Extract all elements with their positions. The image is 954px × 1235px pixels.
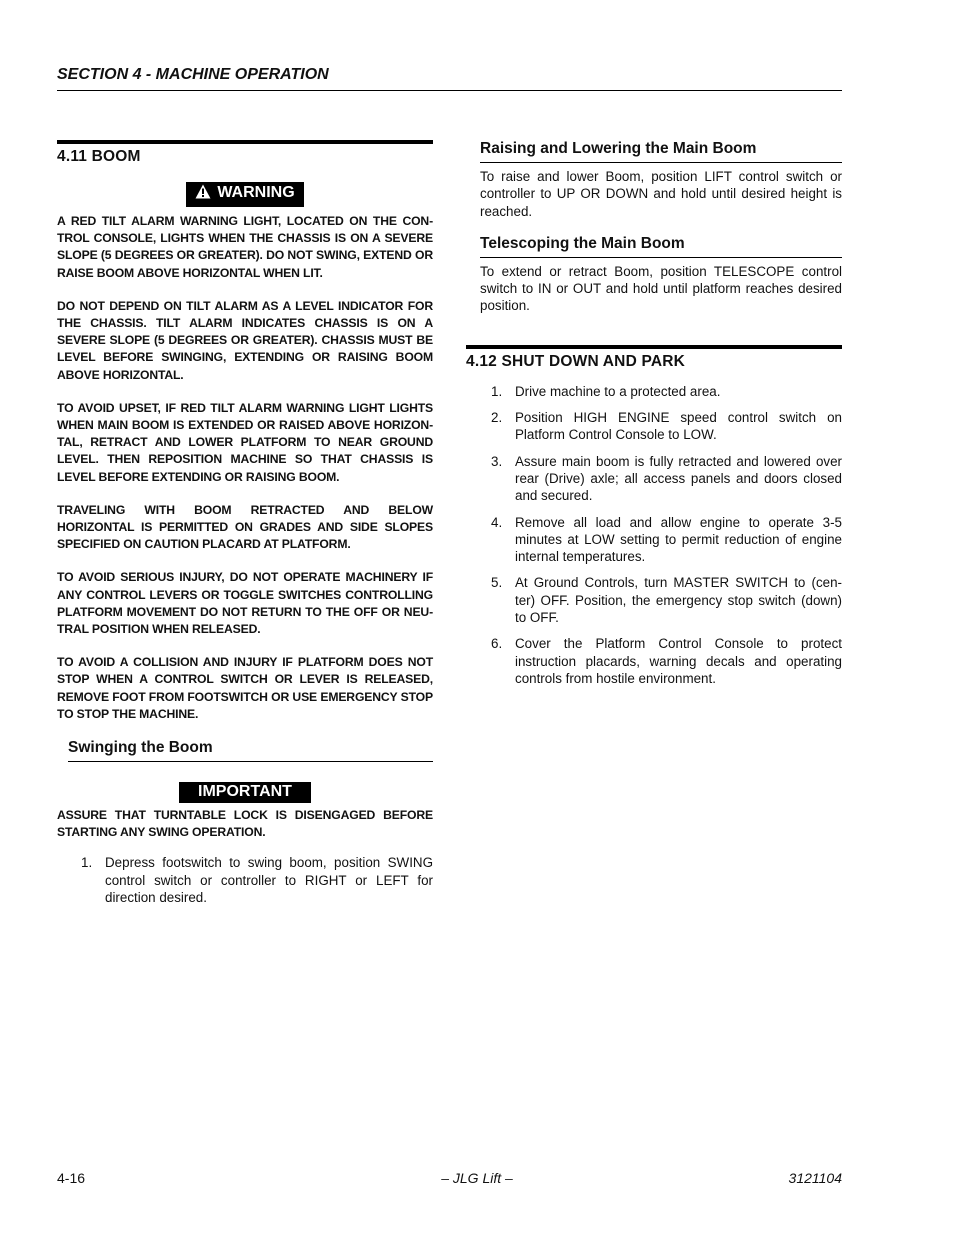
section-rule [57, 140, 433, 144]
tele-heading: Telescoping the Main Boom [480, 235, 842, 258]
step-number: 2. [491, 410, 503, 426]
footer-brand: – JLG Lift – [441, 1170, 513, 1186]
right-column [466, 140, 842, 687]
step-text: Remove all load and allow engine to operate 3-5 minutes at LOW setting to permit reduction of engine internal temperatures. [515, 514, 842, 565]
doc-number: 3121104 [788, 1170, 842, 1186]
header-divider [57, 90, 842, 91]
step-text: Assure main boom is fully retracted and lowered over rear (Drive) axle; all access panels and doors closed and secured. [515, 453, 842, 504]
important-callout: IMPORTANT [179, 782, 311, 803]
warning-paragraph: A RED TILT ALARM WARNING LIGHT, LOCATED ON THE CON-TROL CONSOLE, LIGHTS WHEN THE CHASSIS IS ON A SEVERE SLOPE (5 DEGREES OR GREATER). DO NOT SWING, EXTEND OR RAISE BOOM ABOVE HORIZONTAL WHEN LIT. [57, 214, 433, 280]
step-number: 4. [491, 514, 503, 530]
warning-callout [186, 182, 303, 207]
step-number: 5. [491, 575, 503, 591]
step-text: Depress footswitch to swing boom, position SWING control switch or controller to RIGHT or LEFT for direction desired. [105, 855, 433, 906]
warning-paragraph: TRAVELING WITH BOOM RETRACTED AND BELOW HORIZONTAL IS PERMITTED ON GRADES AND SIDE SLOPES SPECIFIED ON CAUTION PLACARD AT PLATFORM. [57, 502, 433, 552]
swing-heading: Swinging the Boom [68, 739, 433, 762]
section-title-boom: 4.11 BOOM [57, 148, 141, 165]
step-text: Drive machine to a protected area. [515, 383, 721, 399]
step-item [480, 453, 842, 505]
warning-paragraph: TO AVOID A COLLISION AND INJURY IF PLATFORM DOES NOT STOP WHEN A CONTROL SWITCH OR LEVER IS RELEASED, REMOVE FOOT FROM FOOTSWITCH OR USE EMERGENCY STOP TO STOP THE MACHINE. [57, 655, 433, 721]
step-number: 1. [491, 383, 503, 399]
step-number: 6. [491, 636, 503, 652]
shutdown-steps-list [480, 383, 842, 687]
warning-triangle-icon [195, 184, 211, 205]
step-text: At Ground Controls, turn MASTER SWITCH to (cen-ter) OFF. Position, the emergency stop switch (down) to OFF. [515, 575, 842, 626]
left-column [57, 140, 433, 906]
page-number: 4-16 [57, 1170, 86, 1186]
important-callout-wrap [57, 782, 433, 803]
section-header: SECTION 4 - MACHINE OPERATION [57, 66, 329, 83]
important-text: ASSURE THAT TURNTABLE LOCK IS DISENGAGED BEFORE STARTING ANY SWING OPERATION. [57, 808, 433, 840]
step-item [480, 409, 842, 444]
raise-heading: Raising and Lowering the Main Boom [480, 140, 842, 163]
section-title-shutdown: 4.12 SHUT DOWN AND PARK [466, 352, 686, 370]
step-item [480, 635, 842, 687]
step-item [70, 854, 433, 906]
step-text: Cover the Platform Control Console to protect instruction placards, warning decals and operating controls from hostile environment. [515, 636, 842, 686]
warning-paragraph: TO AVOID UPSET, IF RED TILT ALARM WARNING LIGHT LIGHTS WHEN MAIN BOOM IS EXTENDED OR RAISED ABOVE HORIZON-TAL, RETRACT AND LOWER PLATFORM TO NEAR GROUND LEVEL. THEN REPOSITION MACHINE SO THAT CHASSIS IS LEVEL BEFORE EXTENDING OR RAISING BOOM. [57, 400, 433, 484]
step-item [480, 514, 842, 566]
warning-list [57, 213, 433, 723]
step-number: 3. [491, 453, 503, 469]
step-text: Position HIGH ENGINE speed control switch on Platform Control Console to LOW. [515, 410, 842, 443]
step-item [480, 574, 842, 626]
swing-section [68, 739, 433, 762]
raise-section [480, 140, 842, 315]
step-number: 1. [81, 855, 93, 871]
raise-text: To raise and lower Boom, position LIFT control switch or controller to UP OR DOWN and hold until desired height is reached. [480, 169, 842, 219]
swing-steps-list [70, 854, 433, 906]
warning-label: WARNING [217, 184, 295, 201]
shutdown-rule [466, 345, 842, 349]
tele-text: To extend or retract Boom, position TELESCOPE control switch to IN or OUT and hold until platform reaches desired position. [480, 263, 842, 314]
warning-callout-wrap [57, 182, 433, 207]
step-item [480, 383, 842, 400]
warning-paragraph: TO AVOID SERIOUS INJURY, DO NOT OPERATE MACHINERY IF ANY CONTROL LEVERS OR TOGGLE SWITCHES CONTROLLING PLATFORM MOVEMENT DO NOT RETURN TO THE OFF OR NEU-TRAL POSITION WHEN RELEASED. [57, 570, 433, 637]
warning-paragraph: DO NOT DEPEND ON TILT ALARM AS A LEVEL INDICATOR FOR THE CHASSIS. TILT ALARM INDICATES CHASSIS IS ON A SEVERE SLOPE (5 DEGREES OR GREATER). CHASSIS MUST BE LEVEL BEFORE SWINGING, EXTENDING OR RAISING BOOM ABOVE HORIZONTAL. [57, 298, 433, 382]
